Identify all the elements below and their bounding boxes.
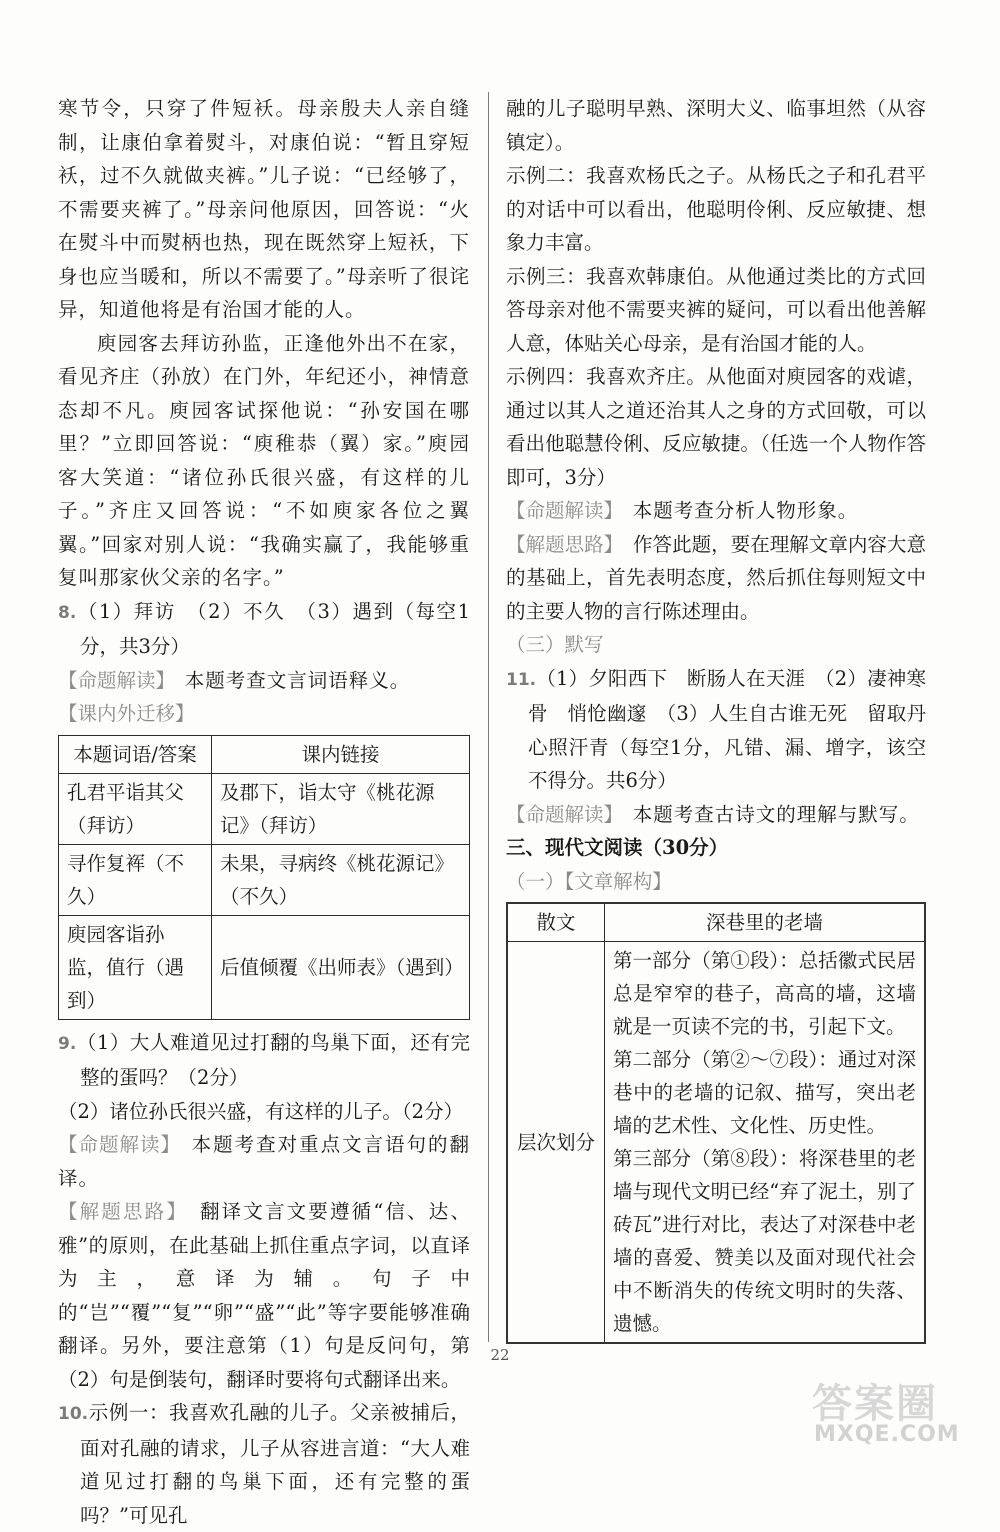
table-cell: 未果，寻病终《桃花源记》（不久） [212, 844, 470, 915]
vocabulary-table [58, 735, 470, 1020]
example-4: 示例四：我喜欢齐庄。从他面对庾园客的戏谑，通过以其人之道还治其人之身的方式回敬，可以看出他聪慧伶俐、反应敏捷。（任选一个人物作答即可，3分） [506, 365, 926, 489]
table-cell: 孔君平诣其父（拜访） [59, 773, 212, 844]
watermark-logo [784, 1372, 984, 1452]
table-label-cell: 层次划分 [507, 942, 605, 1344]
answer-text: （1）大人难道见过打翻的鸟巢下面，还有完整的蛋吗？（2分） [76, 1030, 470, 1089]
table-header-row [59, 735, 470, 773]
table-cell: 及郡下，诣太守《桃花源记》（拜访） [212, 773, 470, 844]
question-number: 10. [58, 1404, 89, 1424]
analysis-line [58, 664, 470, 698]
column-divider [488, 92, 489, 1342]
table-cell: 庾园客诣孙监，值行（遇到） [59, 915, 212, 1019]
analysis-text: 翻译文言文要遵循“信、达、雅”的原则，在此基础上抓住重点字词，以直译为主，意译为辅。句子中的“岂”“覆”“复”“卵”“盛”“此”等字要能够准确翻译。另外，要注意第（1）句是反问句，第（2）句是倒装句，翻译时要将句式翻译出来。 [58, 1200, 470, 1391]
passage-paragraph-2: 庾园客去拜访孙监，正逢他外出不在家，看见齐庄（孙放）在门外，年纪还小，神情意态却不凡。庾园客试探他说：“孙安国在哪里？”立即回答说：“庾稚恭（翼）家。”庾园客大笑道：“诸位孙氏很兴盛，有这样的儿子。”齐庄又回答说：“不如庾家各位之翼翼。”回家对别人说：“我确实赢了，我能够重复叫那家伙父亲的名字。” [58, 331, 470, 589]
analysis-text: 本题考查对重点文言语句的翻译。 [58, 1133, 470, 1190]
tag-label: 【课内外迁移】 [58, 702, 195, 725]
analysis-line [506, 494, 926, 528]
question-9 [58, 1026, 470, 1095]
structure-table [506, 902, 926, 1344]
table-cell: 后值倾覆《出师表》（遇到） [212, 915, 470, 1019]
question-8 [58, 595, 470, 664]
question-number: 8. [58, 602, 77, 623]
question-10 [58, 1396, 470, 1532]
tag-label: 【命题解读】 [506, 499, 614, 522]
question-number: 9. [58, 1033, 77, 1054]
right-column [506, 92, 926, 1350]
answer-text: （1）拜访 （2）不久 （3）遇到（每空1分，共3分） [76, 599, 470, 658]
watermark-url: MXQE.COM [814, 1422, 960, 1447]
passage-paragraph-1: 寒节令，只穿了件短袄。母亲殷夫人亲自缝制，让康伯拿着熨斗，对康伯说：“暂且穿短袄，过不久就做夹裤。”儿子说：“已经够了，不需要夹裤了。”母亲问他原因，回答说：“火在熨斗中而熨柄也热，现在既然穿上短袄，下身也应当暖和，所以不需要了。”母亲听了很诧异，知道他将是有治国才能的人。 [58, 97, 470, 321]
table-header-cell: 本题词语/答案 [59, 735, 212, 773]
analysis-text: 本题考查古诗文的理解与默写。 [632, 802, 920, 826]
analysis-line [58, 697, 470, 731]
watermark-text: 答案圈 [812, 1381, 938, 1427]
analysis-text: 本题考查分析人物形象。 [632, 499, 859, 522]
structure-part: 第一部分（第①段）：总括徽式民居总是窄窄的巷子，高高的墙，这墙就是一页读不完的书，引起下文。 [613, 949, 916, 1038]
table-cell: 寻作复裈（不久） [59, 844, 212, 915]
analysis-line [506, 528, 926, 629]
tag-label: 【命题解读】 [58, 668, 166, 692]
part-heading: 三、现代文阅读（30分） [506, 836, 729, 859]
structure-part: 第三部分（第⑧段）：将深巷里的老墙与现代文明已经“弃了泥土，别了砖瓦”进行对比，表达了对深巷中老墙的喜爱、赞美以及面对现代社会中不断消失的传统文明时的失落、遗憾。 [613, 1147, 916, 1335]
example-3: 示例三：我喜欢韩康伯。从他通过类比的方式回答母亲对他不需要夹裤的疑问，可以看出他善解人意，体贴关心母亲，是有治国才能的人。 [506, 264, 926, 355]
table-row [507, 942, 925, 1344]
question-11 [506, 662, 926, 798]
structure-part: 第二部分（第②～⑦段）：通过对深巷中的老墙的记叙、描写，突出老墙的艺术性、文化性、历史性。 [613, 1048, 916, 1137]
question-number: 11. [506, 669, 537, 690]
analysis-line [506, 798, 926, 832]
answer-text: 示例一：我喜欢孔融的儿子。父亲被捕后，面对孔融的请求，儿子从容进言道：“大人难道见过打翻的鸟巢下面，还有完整的蛋吗？”可见孔 [80, 1401, 470, 1527]
left-column [58, 92, 470, 1532]
analysis-text: 本题考查文言词语释义。 [184, 668, 411, 692]
answer-text: （1）夕阳西下 断肠人在天涯 （2）凄神寒骨 悄怆幽邃 （3）人生自古谁无死 留取丹心照汗青（每空1分，凡错、漏、增字，该空不得分。共6分） [528, 666, 926, 792]
analysis-line [58, 1195, 470, 1396]
table-header-cell: 深巷里的老墙 [605, 903, 926, 942]
analysis-text: 作答此题，要在理解文章内容大意的基础上，首先表明态度，然后抓住每则短文中的主要人物的言行陈述理由。 [506, 532, 926, 623]
table-row [59, 844, 470, 915]
example-2: 示例二：我喜欢杨氏之子。从杨氏之子和孔君平的对话中可以看出，他聪明伶俐、反应敏捷、想象力丰富。 [506, 164, 926, 254]
subsection-heading: （一）【文章解构】 [506, 869, 672, 893]
section-heading: （三）默写 [506, 633, 604, 656]
table-row [59, 915, 470, 1019]
tag-label: 【解题思路】 [506, 532, 614, 556]
tag-label: 【解题思路】 [58, 1200, 179, 1223]
table-header-cell: 散文 [507, 903, 605, 942]
tag-label: 【命题解读】 [506, 802, 614, 826]
page-number: 22 [490, 1346, 510, 1364]
analysis-line [58, 1128, 470, 1195]
answer-text: （2）诸位孙氏很兴盛，有这样的儿子。（2分） [58, 1099, 464, 1123]
table-header-cell: 课内链接 [212, 735, 470, 773]
table-row [59, 773, 470, 844]
answer-continuation: 融的儿子聪明早熟、深明大义、临事坦然（从容镇定）。 [506, 97, 926, 154]
table-cell [605, 942, 926, 1344]
tag-label: 【命题解读】 [58, 1133, 172, 1156]
table-header-row [507, 903, 925, 942]
